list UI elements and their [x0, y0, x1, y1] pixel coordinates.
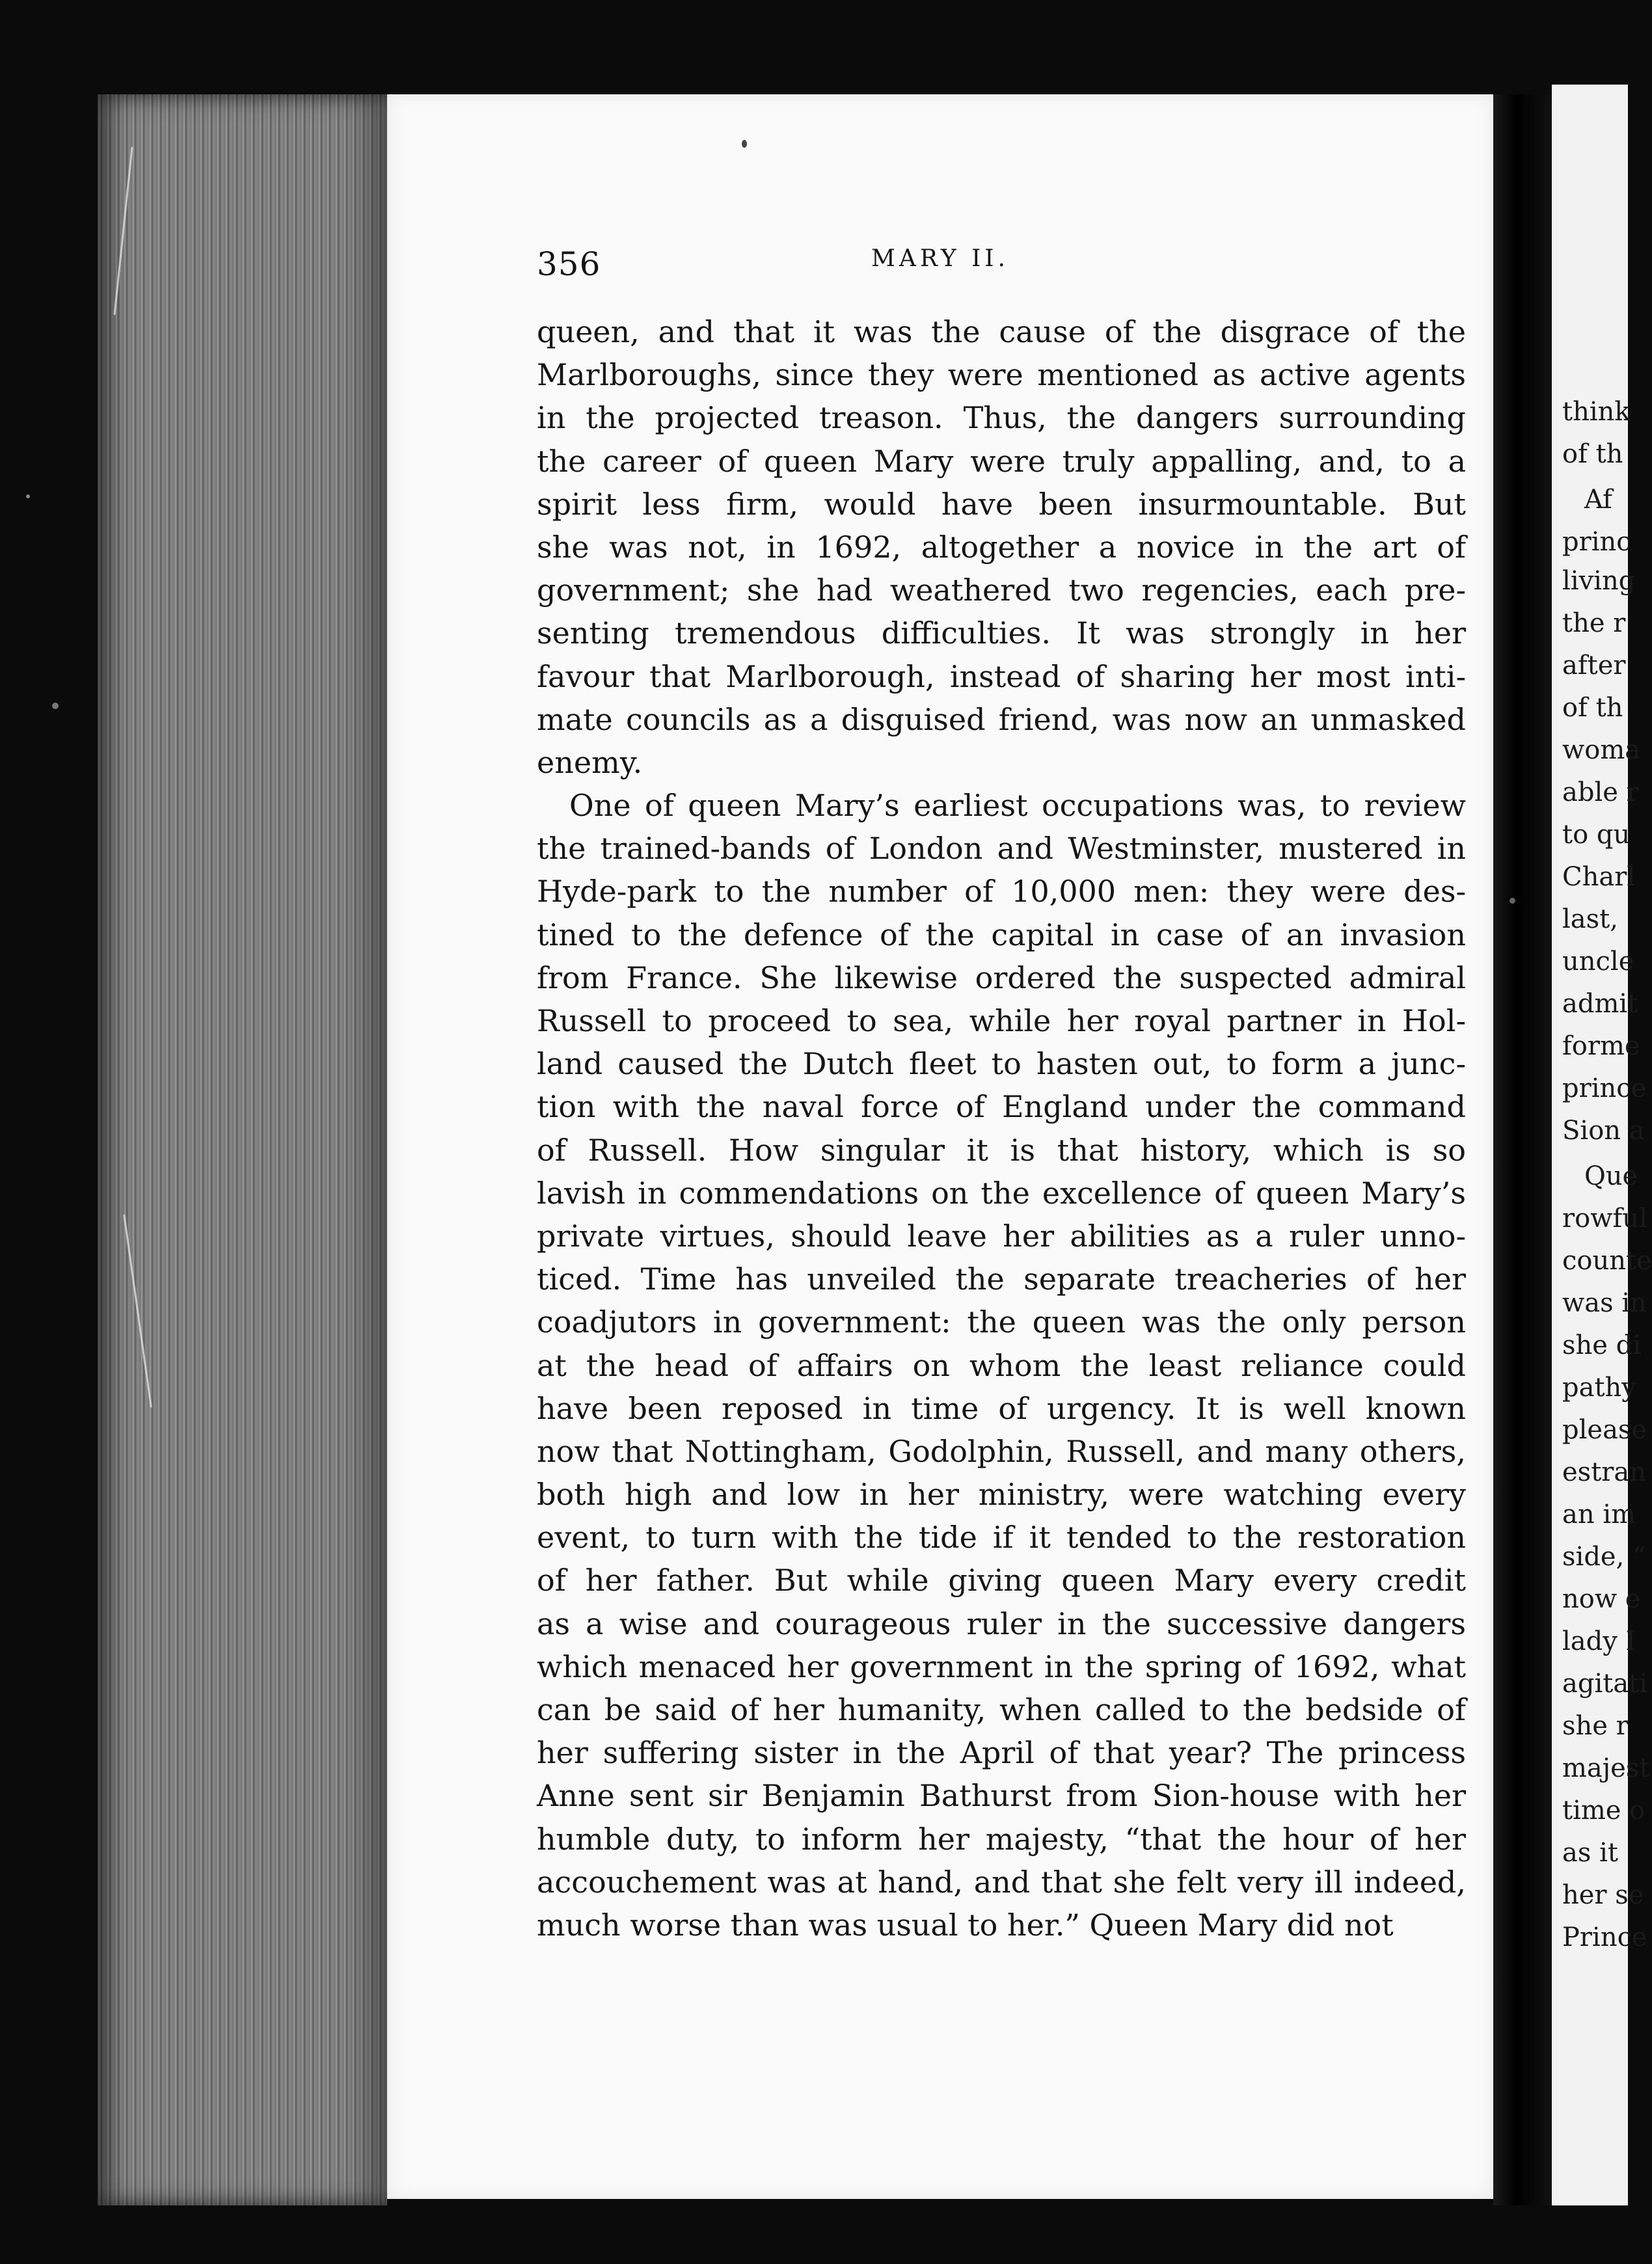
text-line: both high and low in her ministry, were watching every	[537, 1477, 1466, 1513]
text-line: have been reposed in time of urgency. It is well known	[537, 1390, 1466, 1426]
dust-speck	[52, 703, 59, 709]
facing-page-line: of th	[1562, 439, 1623, 469]
facing-page-line: an im	[1562, 1500, 1636, 1530]
facing-page-line: please	[1562, 1415, 1647, 1445]
dust-speck	[742, 140, 747, 148]
text-line: lavish in commendations on the excellence of queen Mary’s	[537, 1175, 1466, 1211]
text-line: she was not, in 1692, altogether a novice in the art of	[537, 529, 1466, 565]
facing-page-line: admit	[1562, 989, 1638, 1019]
text-line: accouchement was at hand, and that she felt very ill indeed,	[537, 1864, 1466, 1900]
page-block-edge	[98, 94, 387, 2205]
text-line: Russell to proceed to sea, while her royal partner in Hol-	[537, 1003, 1466, 1038]
facing-page-line: Af	[1584, 485, 1612, 515]
facing-page-line: think	[1562, 397, 1631, 427]
text-line: spirit less firm, would have been insurmountable. But	[537, 486, 1466, 522]
facing-page-line: Que	[1584, 1161, 1638, 1191]
text-line: mate councils as a disguised friend, was now an unmasked	[537, 701, 1466, 737]
facing-page-line: she r	[1562, 1711, 1629, 1741]
text-line: much worse than was usual to her.” Queen Mary did not	[537, 1907, 1394, 1943]
text-line: tined to the defence of the capital in case of an invasion	[537, 917, 1466, 952]
facing-page-line: Charl	[1562, 862, 1636, 892]
facing-page-line: uncle	[1562, 947, 1634, 977]
facing-page-line: was in	[1562, 1288, 1647, 1318]
facing-page-line: living	[1562, 566, 1636, 596]
text-line: from France. She likewise ordered the suspected admiral	[537, 960, 1466, 995]
text-line: government; she had weathered two regencies, each pre-	[537, 573, 1466, 608]
facing-page-line: lady I	[1562, 1626, 1636, 1656]
facing-page-line: side, “	[1562, 1542, 1646, 1572]
text-line: enemy.	[537, 744, 643, 780]
facing-page-line: now e	[1562, 1584, 1641, 1614]
facing-page-line: Sion a	[1562, 1116, 1645, 1146]
text-line: which menaced her government in the spring of 1692, what	[537, 1649, 1466, 1684]
text-line: her suffering sister in the April of that year? The princess	[537, 1735, 1466, 1771]
facing-page-line: estran	[1562, 1457, 1647, 1487]
text-line: the career of queen Mary were truly appalling, and, to a	[537, 443, 1466, 479]
text-line: One of queen Mary’s earliest occupations was, to review	[569, 788, 1466, 824]
text-line: can be said of her humanity, when called to the bedside of	[537, 1692, 1466, 1727]
text-line: tion with the naval force of England under the command	[537, 1089, 1466, 1125]
facing-page-line: to qu	[1562, 820, 1631, 850]
page-number: 356	[537, 245, 601, 283]
text-line: Anne sent sir Benjamin Bathurst from Sion-house with her	[537, 1778, 1466, 1814]
text-line: senting tremendous difficulties. It was strongly in her	[537, 615, 1466, 651]
text-line: Marlboroughs, since they were mentioned as active agents	[537, 357, 1466, 393]
dust-speck	[1510, 898, 1515, 904]
text-line: as a wise and courageous ruler in the successive dangers	[537, 1606, 1466, 1641]
facing-page-fragment	[1552, 85, 1652, 2205]
facing-page-line: forme	[1562, 1031, 1640, 1061]
facing-page-line: the r	[1562, 608, 1626, 638]
text-line: land caused the Dutch fleet to hasten out, to form a junc-	[537, 1046, 1466, 1082]
facing-page-line: princ	[1562, 527, 1631, 557]
text-line: ticed. Time has unveiled the separate treacheries of her	[537, 1261, 1466, 1297]
text-line: queen, and that it was the cause of the disgrace of the	[537, 314, 1466, 349]
text-line: of her father. But while giving queen Mary every credit	[537, 1563, 1466, 1598]
text-line: at the head of affairs on whom the least reliance could	[537, 1347, 1466, 1383]
dust-speck	[26, 494, 30, 498]
facing-page-line: majest	[1562, 1753, 1650, 1783]
facing-page-line: prince	[1562, 1073, 1647, 1103]
facing-page-line: her se	[1562, 1880, 1644, 1910]
text-line: humble duty, to inform her majesty, “that the hour of her	[537, 1821, 1466, 1857]
text-line: coadjutors in government: the queen was the only person	[537, 1304, 1466, 1340]
facing-page-line: pathy	[1562, 1373, 1636, 1403]
text-line: of Russell. How singular it is that history, which is so	[537, 1132, 1466, 1168]
text-line: in the projected treason. Thus, the dangers surrounding	[537, 400, 1466, 436]
running-title: MARY II.	[871, 245, 1009, 272]
scan-artifact-line	[113, 147, 133, 316]
facing-page-line: time o	[1562, 1796, 1645, 1826]
book-page	[387, 94, 1493, 2199]
facing-page-line: agitati	[1562, 1669, 1648, 1699]
facing-page-line: last,	[1562, 904, 1618, 934]
text-line: Hyde-park to the number of 10,000 men: they were des-	[537, 874, 1466, 910]
page-header	[387, 245, 1493, 284]
facing-page-line: woma	[1562, 735, 1641, 765]
body-text	[537, 310, 1466, 1947]
text-line: event, to turn with the tide if it tended to the restoration	[537, 1520, 1466, 1556]
facing-page-line: counte	[1562, 1246, 1652, 1276]
text-line: favour that Marlborough, instead of sharing her most inti-	[537, 658, 1466, 694]
book-gutter	[1493, 94, 1552, 2205]
facing-page-line: as it	[1562, 1838, 1618, 1868]
scan-artifact-line	[123, 1214, 152, 1407]
facing-page-line: of th	[1562, 693, 1623, 723]
text-line: private virtues, should leave her abilities as a ruler unno-	[537, 1218, 1466, 1254]
text-line: the trained-bands of London and Westminster, mustered in	[537, 831, 1466, 867]
text-line: now that Nottingham, Godolphin, Russell, and many others,	[537, 1433, 1466, 1469]
facing-page-line: after	[1562, 651, 1626, 681]
facing-page-line: able r	[1562, 777, 1639, 807]
facing-page-line: she di	[1562, 1330, 1642, 1360]
facing-page-line: rowful	[1562, 1204, 1647, 1233]
facing-page-line: Prince	[1562, 1922, 1647, 1952]
